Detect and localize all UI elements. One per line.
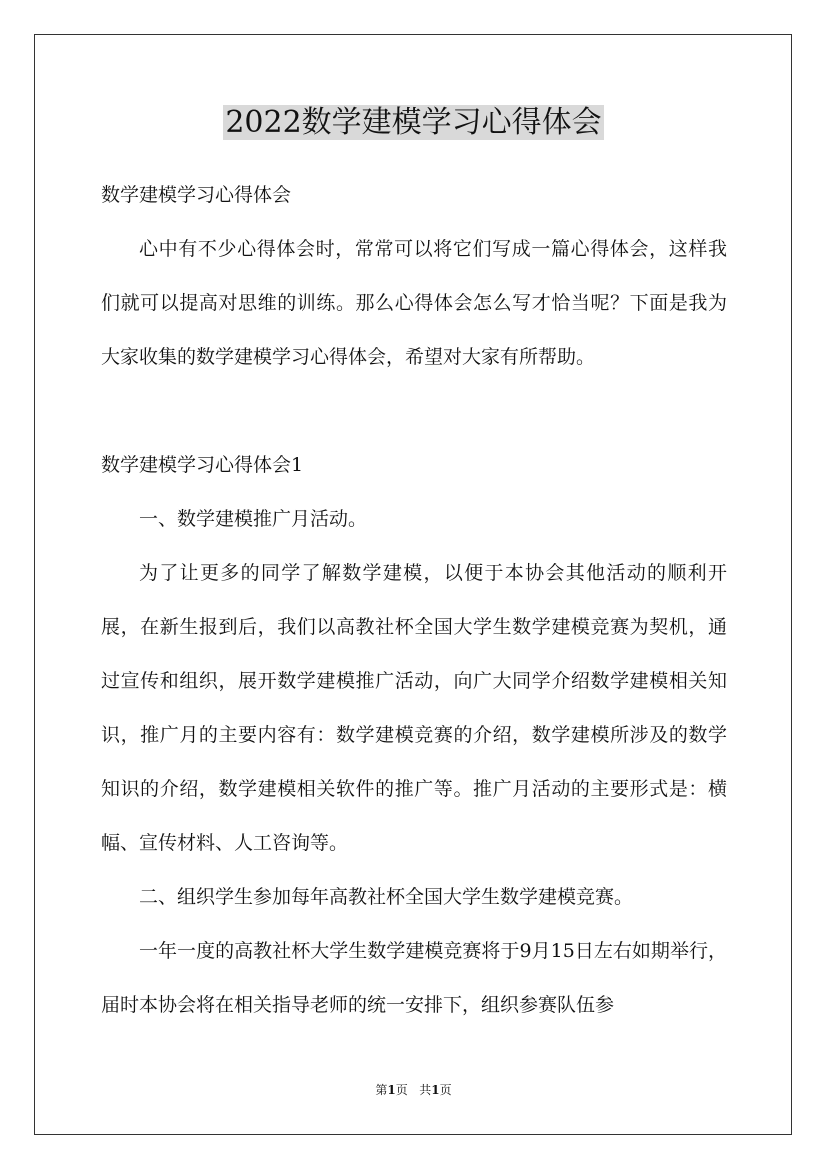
document-body (101, 168, 727, 1032)
item1-paragraph: 为了让更多的同学了解数学建模，以便于本协会其他活动的顺利开展，在新生报到后，我们以高教社杯全国大学生数学建模竞赛为契机，通过宣传和组织，展开数学建模推广活动，向广大同学介绍数学建模相关知识，推广月的主要内容有：数学建模竞赛的介绍，数学建模所涉及的数学知识的介绍，数学建模相关软件的推广等。推广月活动的主要形式是：横幅、宣传材料、人工咨询等。 (101, 562, 727, 854)
document-title-text: 2022数学建模学习心得体会 (225, 105, 602, 140)
item1-heading: 一、数学建模推广月活动。 (139, 508, 368, 530)
item2-heading: 二、组织学生参加每年高教社杯全国大学生数学建模竞赛。 (139, 886, 634, 908)
document-subtitle: 数学建模学习心得体会 (101, 184, 292, 206)
section-heading: 数学建模学习心得体会1 (101, 454, 304, 476)
page-number: 1 (387, 1083, 396, 1097)
page-suffix: 页 (395, 1083, 408, 1097)
page-footer (0, 1082, 827, 1098)
page-prefix: 第 (375, 1083, 388, 1097)
document-title (0, 102, 827, 144)
total-pages: 1 (431, 1083, 440, 1097)
total-prefix: 共 (419, 1083, 432, 1097)
total-suffix: 页 (439, 1083, 452, 1097)
item2-paragraph: 一年一度的高教社杯大学生数学建模竞赛将于9月15日左右如期举行，届时本协会将在相关指导老师的统一安排下，组织参赛队伍参 (101, 940, 727, 1016)
intro-paragraph: 心中有不少心得体会时，常常可以将它们写成一篇心得体会，这样我们就可以提高对思维的训练。那么心得体会怎么写才恰当呢？下面是我为大家收集的数学建模学习心得体会，希望对大家有所帮助。 (101, 238, 727, 368)
